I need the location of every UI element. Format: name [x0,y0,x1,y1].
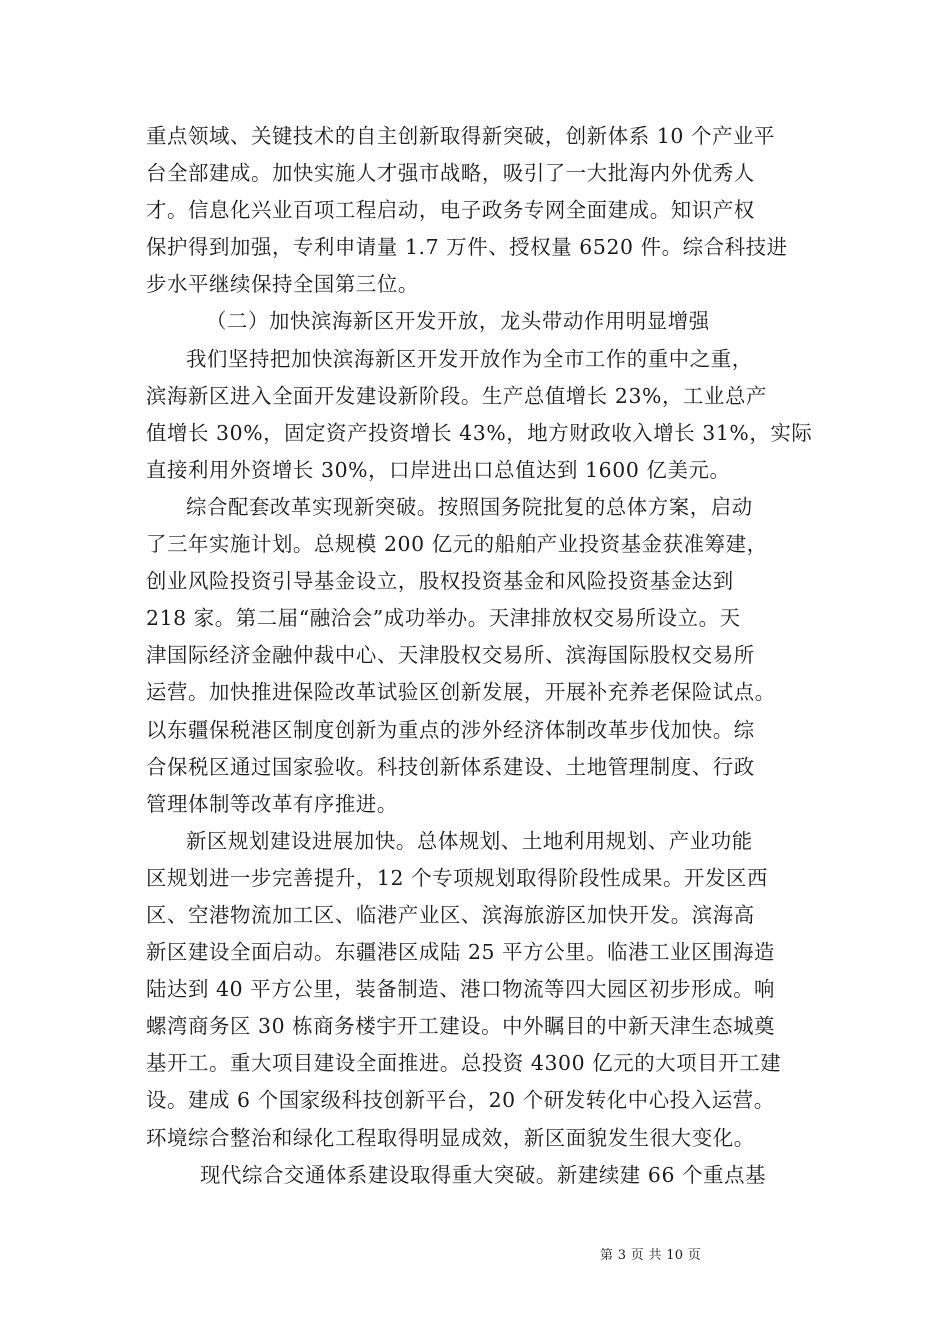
text-line: 保护得到加强，专利申请量 1.7 万件、授权量 6520 件。综合科技进 [146,235,788,260]
text-line: 运营。加快推进保险改革试验区创新发展，开展补充养老保险试点。 [146,680,776,705]
document-body [146,118,816,1194]
text-line: 基开工。重大项目建设全面推进。总投资 4300 亿元的大项目开工建 [146,1051,782,1076]
text-line: 陆达到 40 平方公里，装备制造、港口物流等四大园区初步形成。响 [146,977,776,1002]
text-line: 合保税区通过国家验收。科技创新体系建设、土地管理制度、行政 [146,754,755,779]
text-line: 才。信息化兴业百项工程启动，电子政务专网全面建成。知识产权 [146,198,755,223]
text-line: 设。建成 6 个国家级科技创新平台，20 个研发转化中心投入运营。 [146,1088,775,1113]
paragraph-start-line: 新区规划建设进展加快。总体规划、土地利用规划、产业功能 [186,828,753,853]
paragraph-start-line: 综合配套改革实现新突破。按照国务院批复的总体方案，启动 [186,494,753,519]
text-line: 创业风险投资引导基金设立，股权投资基金和风险投资基金达到 [146,569,734,594]
text-line: 了三年实施计划。总规模 200 亿元的船舶产业投资基金获准筹建， [146,532,768,557]
text-line: 重点领域、关键技术的自主创新取得新突破，创新体系 10 个产业平 [146,124,776,148]
text-line: 步水平继续保持全国第三位。 [146,272,419,297]
text-line: 环境综合整治和绿化工程取得明显成效，新区面貌发生很大变化。 [146,1125,755,1150]
paragraph-start-line: 现代综合交通体系建设取得重大突破。新建续建 66 个重点基 [200,1162,767,1187]
text-line: 螺湾商务区 30 栋商务楼宇开工建设。中外瞩目的中新天津生态城奠 [146,1014,776,1039]
text-line: 管理体制等改革有序推进。 [146,791,398,816]
text-line: 区规划进一步完善提升，12 个专项规划取得阶段性成果。开发区西 [146,865,768,890]
text-line: 滨海新区进入全面开发建设新阶段。生产总值增长 23%，工业总产 [146,383,767,408]
text-line: 直接利用外资增长 30%，口岸进出口总值达到 1600 亿美元。 [146,457,731,482]
text-line: 以东疆保税港区制度创新为重点的涉外经济体制改革步伐加快。综 [146,717,755,742]
text-line: 台全部建成。加快实施人才强市战略，吸引了一大批海内外优秀人 [146,161,755,186]
page-number-footer: 第 3 页 共 10 页 [600,1248,702,1263]
text-line: 值增长 30%，固定资产投资增长 43%，地方财政收入增长 31%，实际 [146,420,813,445]
text-line: 新区建设全面启动。东疆港区成陆 25 平方公里。临港工业区围海造 [146,940,776,965]
paragraph-start-line: 我们坚持把加快滨海新区开发开放作为全市工作的重中之重， [186,346,753,371]
text-line: 津国际经济金融仲裁中心、天津股权交易所、滨海国际股权交易所 [146,643,755,668]
section-heading: （二）加快滨海新区开发开放，龙头带动作用明显增强 [206,309,710,334]
text-line: 区、空港物流加工区、临港产业区、滨海旅游区加快开发。滨海高 [146,902,755,927]
text-line: 218 家。第二届“融洽会”成功举办。天津排放权交易所设立。天 [146,606,741,631]
